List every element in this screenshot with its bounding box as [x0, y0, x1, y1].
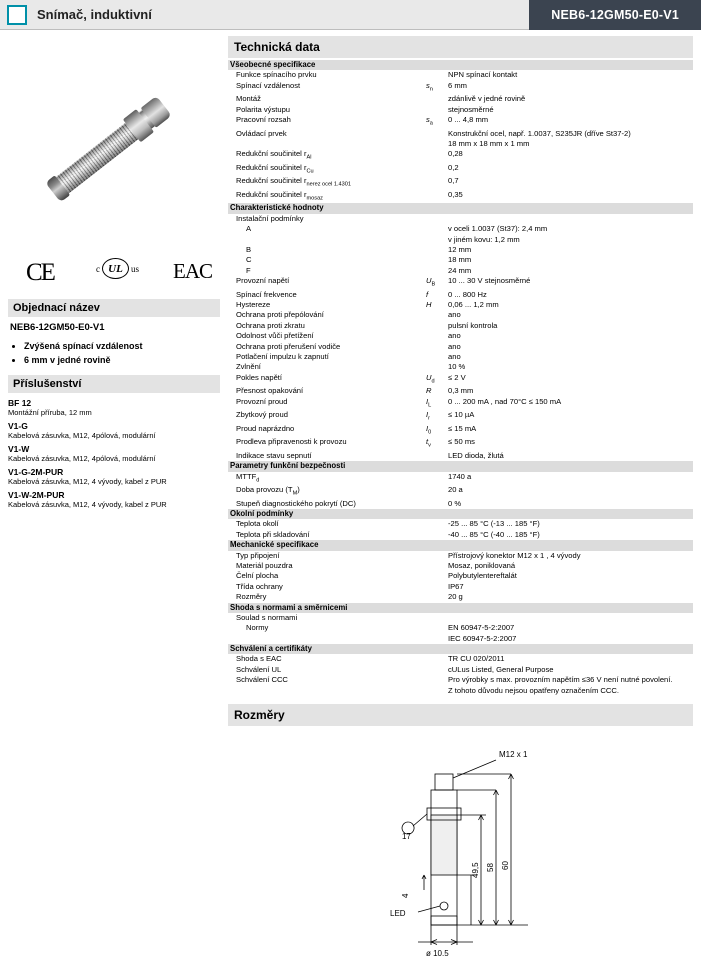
list-item	[8, 421, 220, 440]
table-cell-label: Ochrana proti zkratu	[236, 320, 305, 330]
table-row	[228, 623, 693, 633]
table-cell-value: ano	[448, 310, 461, 320]
table-group-row	[228, 644, 693, 654]
table-cell-symbol	[424, 94, 446, 104]
table-cell-symbol	[424, 665, 446, 675]
table-cell-symbol	[424, 224, 446, 234]
table-row	[228, 176, 693, 190]
table-cell-value: 0,7	[448, 176, 459, 186]
table-cell-value: 12 mm	[448, 245, 472, 254]
table-cell-label: Teplota při skladování	[236, 529, 310, 539]
table-row	[228, 139, 693, 149]
table-row	[228, 290, 693, 300]
table-cell-value: EN 60947-5-2:2007	[448, 623, 515, 633]
table-cell-symbol	[424, 561, 446, 571]
table-row	[228, 224, 693, 234]
table-row	[228, 592, 693, 602]
table-cell-symbol: $U_d$	[426, 372, 435, 385]
table-cell-label: Stupeň diagnostického pokrytí (DC)	[236, 498, 356, 508]
table-cell-label: Normy	[246, 623, 269, 633]
list-item: • 6 mm v jedné rovině	[24, 355, 220, 365]
table-cell-value: Přístrojový konektor M12 x 1 , 4 vývody	[448, 550, 581, 560]
table-cell-label: Redukční součinitel $r_{mosaz}$	[236, 189, 323, 202]
table-cell-label	[228, 634, 424, 644]
table-cell-value: 18 mm x 18 mm x 1 mm	[448, 138, 530, 148]
technical-data-table	[228, 60, 693, 696]
table-cell-value: Konstrukční ocel, např. 1.0037, S235JR (dříve St37-2)	[448, 128, 631, 138]
table-cell-value: 24 mm	[448, 265, 472, 275]
table-row	[228, 571, 693, 581]
table-cell-value: LED dioda, žlutá	[448, 450, 504, 460]
table-group-row	[228, 461, 693, 471]
table-cell-value: -25 ... 85 °C (-13 ... 185 °F)	[448, 519, 540, 529]
table-cell-value: 0,35	[448, 189, 463, 199]
table-row	[228, 163, 693, 177]
table-cell-label: Spínací vzdálenost	[236, 80, 301, 90]
table-cell-value	[446, 214, 693, 224]
table-group-label: Shoda s normami a směrnicemi	[228, 603, 693, 613]
table-cell-symbol: $s_a$	[426, 115, 433, 127]
table-row	[228, 386, 693, 396]
table-cell-symbol	[424, 592, 446, 602]
table-cell-value: ≤ 2 V	[448, 372, 466, 382]
table-row	[228, 266, 693, 276]
table-row	[228, 310, 693, 320]
table-row	[228, 129, 693, 139]
table-row	[228, 675, 693, 685]
accessories-section-title: Příslušenství	[8, 375, 220, 393]
list-item	[8, 467, 220, 486]
table-cell-label: Shoda s EAC	[236, 654, 282, 664]
accessory-name: V1-W	[8, 444, 30, 454]
table-cell-value: cULus Listed, General Purpose	[448, 664, 554, 674]
table-cell-value: ano	[448, 331, 461, 341]
table-cell-value: pulsní kontrola	[448, 320, 498, 330]
table-cell-label: B	[246, 245, 252, 254]
table-cell-value: 0,06 ... 1,2 mm	[448, 300, 499, 310]
table-cell-symbol	[424, 623, 446, 633]
table-cell-symbol	[424, 129, 446, 139]
table-cell-value: 0,28	[448, 149, 463, 159]
table-cell-label: Teplota okolí	[236, 519, 279, 529]
table-row	[228, 665, 693, 675]
table-cell-value: 0,3 mm	[448, 386, 474, 396]
table-row	[228, 362, 693, 372]
table-cell-symbol: $I_r$	[426, 410, 430, 422]
table-row	[228, 410, 693, 424]
table-cell-label: Provozní napětí	[236, 276, 290, 286]
accessory-desc: Montážní příruba, 12 mm	[8, 408, 92, 417]
table-row	[228, 190, 693, 204]
table-cell-symbol	[424, 266, 446, 276]
table-group-label: Parametry funkční bezpečnosti	[228, 461, 693, 471]
table-cell-symbol	[424, 485, 446, 499]
table-row	[228, 255, 693, 265]
table-row	[228, 551, 693, 561]
table-cell-symbol: $t_v$	[426, 437, 431, 449]
product-photo	[8, 36, 220, 251]
table-row	[228, 70, 693, 80]
table-row	[228, 519, 693, 529]
dim-label-diameter: ø 10.5	[426, 949, 449, 959]
table-cell-value: v oceli 1.0037 (St37): 2,4 mm	[448, 224, 548, 234]
table-group-label: Mechanické specifikace	[228, 540, 693, 550]
table-cell-symbol	[424, 654, 446, 664]
table-cell-symbol	[424, 105, 446, 115]
table-cell-symbol	[424, 245, 446, 255]
table-cell-value: 10 %	[448, 362, 466, 372]
table-cell-label: Třída ochrany	[236, 581, 283, 591]
table-cell-value: ≤ 10 µA	[448, 410, 475, 420]
order-name-value: NEB6-12GM50-E0-V1	[10, 322, 105, 333]
accessory-name: V1-W-2M-PUR	[8, 490, 65, 500]
accessory-name: BF 12	[8, 398, 32, 408]
table-cell-value: 0 %	[448, 498, 462, 508]
accessory-desc: Kabelová zásuvka, M12, 4 vývody, kabel z PUR	[8, 500, 167, 509]
table-cell-symbol	[424, 571, 446, 581]
table-cell-label: $MTTF_d$	[236, 471, 260, 484]
sensor-thread	[53, 123, 138, 196]
table-cell-symbol	[424, 331, 446, 341]
table-row	[228, 214, 693, 224]
left-column	[0, 30, 228, 960]
accessory-name: V1-G	[8, 421, 28, 431]
table-cell-symbol	[424, 310, 446, 320]
accessory-desc: Kabelová zásuvka, M12, 4pólová, modulární	[8, 454, 156, 463]
table-cell-value: 20 a	[448, 485, 463, 495]
accessory-desc: Kabelová zásuvka, M12, 4 vývody, kabel z PUR	[8, 477, 167, 486]
dimensions-drawing	[228, 730, 693, 960]
table-row	[228, 451, 693, 461]
table-cell-symbol	[424, 582, 446, 592]
accessory-desc: Kabelová zásuvka, M12, 4pólová, modulární	[8, 431, 156, 440]
table-cell-value: Z tohoto důvodu nejsou opatřeny označením CCC.	[448, 685, 619, 695]
page-body	[0, 30, 701, 960]
table-cell-label: Indikace stavu sepnutí	[236, 450, 312, 460]
table-group-label: Schválení a certifikáty	[228, 644, 693, 654]
table-cell-symbol	[424, 675, 446, 685]
table-cell-symbol	[424, 634, 446, 644]
table-row	[228, 561, 693, 571]
table-cell-value: 0 ... 200 mA , nad 70°C ≤ 150 mA	[448, 396, 562, 406]
table-cell-label: Rozměry	[236, 592, 267, 602]
table-row	[228, 437, 693, 451]
table-cell-symbol	[424, 190, 446, 204]
list-item: • Zvýšená spínací vzdálenost	[24, 341, 220, 351]
table-cell-value: IEC 60947-5-2:2007	[448, 633, 517, 643]
table-row	[228, 342, 693, 352]
table-cell-value: zdánlivě v jedné rovině	[448, 94, 526, 104]
table-cell-value	[446, 613, 693, 623]
table-cell-value: v jiném kovu: 1,2 mm	[448, 234, 520, 244]
dim-label-led: LED	[390, 909, 406, 919]
page-header	[0, 0, 701, 30]
table-cell-label: Schválení UL	[236, 664, 282, 674]
right-column	[228, 30, 701, 960]
table-cell-label: Schválení CCC	[236, 675, 288, 685]
table-cell-label: Redukční součinitel $r_{Cu}$	[236, 162, 314, 175]
table-cell-label: Přesnost opakování	[236, 386, 304, 396]
table-cell-value: ano	[448, 352, 461, 362]
table-cell-label: Prodleva připravenosti k provozu	[236, 437, 347, 447]
table-cell-label: Soulad s normami	[236, 612, 298, 622]
table-cell-value: Polybutylentereftalát	[448, 571, 517, 581]
table-cell-symbol	[424, 70, 446, 80]
table-cell-symbol	[424, 235, 446, 245]
table-cell-label: Zvlnění	[236, 362, 261, 372]
table-cell-value: 1740 a	[448, 471, 472, 481]
table-cell-symbol: $I_0$	[426, 423, 432, 436]
table-cell-label: Ovládací prvek	[236, 128, 287, 138]
table-cell-label: Potlačení impulzu k zapnutí	[236, 352, 329, 362]
page-title: Snímač, induktivní	[37, 7, 152, 22]
table-row	[228, 686, 693, 696]
table-cell-label: Odolnost vůči přetížení	[236, 331, 314, 341]
dimensions-title: Rozměry	[228, 704, 693, 726]
table-row	[228, 582, 693, 592]
table-row	[228, 373, 693, 387]
table-row	[228, 149, 693, 163]
table-cell-label	[228, 235, 424, 245]
table-cell-label: Proud naprázdno	[236, 423, 295, 433]
table-cell-symbol: $s_n$	[426, 80, 433, 93]
table-cell-value: ≤ 15 mA	[448, 423, 477, 433]
table-cell-symbol	[424, 352, 446, 362]
table-group-label: Okolní podmínky	[228, 509, 693, 519]
table-row	[228, 613, 693, 623]
table-cell-value: TR CU 020/2011	[448, 654, 505, 664]
table-cell-value: Mosaz, poniklovaná	[448, 560, 516, 570]
brand-logo-icon	[7, 5, 27, 25]
table-row	[228, 472, 693, 486]
table-group-row	[228, 603, 693, 613]
table-cell-value: ano	[448, 341, 461, 351]
ul-us-label: us	[131, 263, 140, 274]
table-cell-label: Ochrana proti přerušení vodiče	[236, 341, 341, 351]
table-cell-symbol	[424, 214, 446, 224]
feature-list	[8, 341, 220, 365]
dim-label-58: 58	[486, 863, 495, 873]
table-cell-label: Doba provozu $(T_M)$	[236, 485, 300, 497]
table-row	[228, 321, 693, 331]
table-cell-value: 6 mm	[448, 80, 467, 90]
table-cell-value: -40 ... 85 °C (-40 ... 185 °F)	[448, 529, 540, 539]
list-item	[8, 398, 220, 417]
dim-label-thread: M12 x 1	[499, 750, 528, 760]
table-row	[228, 654, 693, 664]
table-cell-value: 18 mm	[448, 255, 472, 265]
table-cell-symbol	[424, 530, 446, 540]
dim-label-17: 17	[402, 832, 411, 842]
table-cell-value: 0 ... 4,8 mm	[448, 115, 489, 125]
table-group-row	[228, 509, 693, 519]
order-name-section-title: Objednací název	[8, 299, 220, 317]
table-cell-label: Ochrana proti přepólování	[236, 310, 324, 320]
table-row	[228, 424, 693, 438]
table-row	[228, 397, 693, 411]
table-cell-label: Spínací frekvence	[236, 289, 297, 299]
table-row	[228, 499, 693, 509]
table-cell-label: Provozní proud	[236, 396, 288, 406]
table-row	[228, 245, 693, 255]
dimension-drawing-svg	[228, 730, 701, 960]
ce-mark-icon: CE	[26, 259, 54, 286]
table-cell-label: C	[246, 255, 252, 265]
table-group-row	[228, 60, 693, 70]
table-cell-label: Hystereze	[236, 300, 271, 310]
table-cell-symbol	[424, 255, 446, 265]
table-row	[228, 235, 693, 245]
table-cell-value: Pro výrobky s max. provozním napětím ≤36 V není nutné povolení.	[448, 675, 673, 685]
table-cell-symbol	[424, 613, 446, 623]
table-cell-label: Pokles napětí	[236, 372, 283, 382]
table-cell-symbol	[424, 551, 446, 561]
table-cell-symbol	[424, 176, 446, 190]
ul-c-label: c	[96, 263, 100, 274]
table-cell-value: NPN spínací kontakt	[448, 70, 518, 80]
table-row	[228, 352, 693, 362]
table-cell-label: Redukční součinitel $r_{nerez ocel 1.4301}$	[236, 176, 351, 188]
table-group-label: Všeobecné specifikace	[228, 60, 693, 70]
table-cell-label: A	[246, 224, 252, 234]
table-cell-symbol	[424, 321, 446, 331]
table-row	[228, 276, 693, 290]
table-cell-symbol	[424, 362, 446, 372]
table-cell-label: Redukční součinitel $r_{Al}$	[236, 149, 312, 161]
table-row	[228, 105, 693, 115]
accessory-name: V1-G-2M-PUR	[8, 467, 64, 477]
table-cell-label: Zbytkový proud	[236, 410, 288, 420]
eac-mark-icon: EAC	[173, 259, 212, 283]
table-group-label: Charakteristické hodnoty	[228, 203, 693, 213]
table-cell-symbol	[424, 342, 446, 352]
ul-circle-label: UL	[102, 258, 129, 279]
table-cell-symbol	[424, 163, 446, 177]
table-cell-value: IP67	[448, 581, 464, 591]
table-cell-label: Typ připojení	[236, 550, 280, 560]
table-row	[228, 94, 693, 104]
table-cell-label	[228, 686, 424, 696]
table-group-row	[228, 540, 693, 550]
table-cell-symbol	[424, 149, 446, 163]
dim-label-60: 60	[501, 861, 510, 871]
table-cell-label: Čelní plocha	[236, 571, 279, 581]
table-cell-label: Montáž	[236, 94, 261, 104]
table-row	[228, 485, 693, 499]
table-row	[228, 634, 693, 644]
table-cell-label	[228, 139, 424, 149]
table-cell-symbol	[424, 686, 446, 696]
table-cell-value: 10 ... 30 V stejnosměrné	[448, 276, 531, 286]
table-cell-symbol	[424, 139, 446, 149]
table-cell-symbol: f	[426, 289, 429, 299]
table-cell-value: ≤ 50 ms	[448, 437, 475, 447]
table-row	[228, 300, 693, 310]
list-item	[8, 444, 220, 463]
table-cell-label: Polarita výstupu	[236, 104, 291, 114]
table-cell-symbol	[424, 472, 446, 486]
table-cell-label: Funkce spínacího prvku	[236, 70, 317, 80]
table-cell-value: 0,2	[448, 162, 459, 172]
table-row	[228, 81, 693, 95]
approval-marks	[8, 253, 220, 299]
table-cell-symbol: $I_L$	[426, 396, 432, 409]
table-cell-label: Materiál pouzdra	[236, 560, 293, 570]
table-cell-value: stejnosměrné	[448, 104, 494, 114]
table-cell-symbol: H	[426, 300, 432, 310]
table-cell-label: Instalační podmínky	[236, 213, 304, 223]
table-cell-symbol	[424, 451, 446, 461]
table-cell-label: F	[246, 265, 251, 275]
table-cell-value: 20 g	[448, 592, 463, 602]
part-number-badge: NEB6-12GM50-E0-V1	[529, 0, 701, 30]
table-row	[228, 115, 693, 129]
table-cell-symbol: $U_B$	[426, 276, 436, 288]
technical-data-title: Technická data	[228, 36, 693, 58]
table-row	[228, 331, 693, 341]
table-row	[228, 530, 693, 540]
ul-mark-icon	[96, 258, 139, 279]
table-cell-symbol	[424, 519, 446, 529]
sensor-illustration	[0, 20, 238, 259]
dim-label-4: 4	[401, 893, 410, 899]
table-cell-symbol	[424, 499, 446, 509]
list-item	[8, 490, 220, 509]
table-cell-symbol: R	[426, 386, 432, 396]
table-cell-value: 0 ... 800 Hz	[448, 289, 487, 299]
table-cell-label: Pracovní rozsah	[236, 115, 291, 125]
dim-label-49-5: 49,5	[471, 862, 480, 879]
table-group-row	[228, 203, 693, 213]
